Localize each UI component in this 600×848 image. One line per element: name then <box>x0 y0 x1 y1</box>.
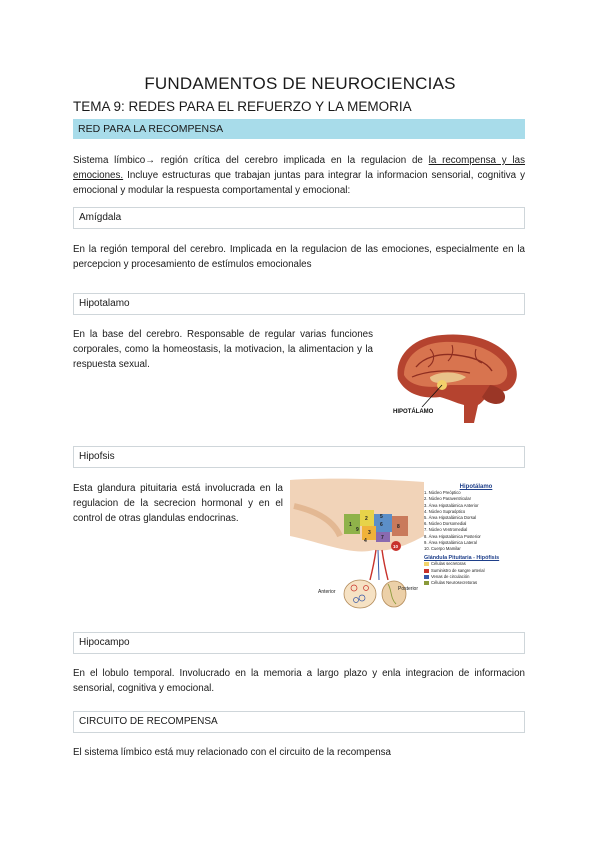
page-subtitle: TEMA 9: REDES PARA EL REFUERZO Y LA MEMORIA <box>73 99 412 114</box>
nucleus-item: 7. Núcleo Ventromedial <box>424 527 468 533</box>
nucleus-item: 3. Área Hipotalámica Anterior <box>424 502 479 508</box>
nucleus-item: 9. Área Hipotalámica Lateral <box>424 539 477 545</box>
hipocampo-paragraph: En el lobulo temporal. Involucrado en la memoria a largo plazo y enla integracion de informacion sensorial, cognitiva y emocional. <box>73 668 525 694</box>
region-number: 10 <box>393 544 399 549</box>
legend-title-hipotalamo: Hipotálamo <box>459 484 493 490</box>
region-number: 6 <box>380 522 383 528</box>
nucleus-item: 1. Núcleo Preóptico <box>424 490 461 496</box>
intro-highlight: la recompensa y las emociones. <box>73 155 526 181</box>
hipotalamo-paragraph: En la base del cerebro. Responsable de regular varias funciones corporales, como la homeostasis, la motivacion, la alimentacion y la respuesta sexual. <box>73 329 373 370</box>
region-number: 2 <box>365 516 368 522</box>
legend-label: Células secretoras <box>431 561 466 567</box>
legend-swatch <box>424 562 429 566</box>
label-posterior: Posterior <box>398 586 419 592</box>
heading-amigdala: Amígdala <box>73 207 525 229</box>
nucleus-item: 6. Núcleo Dorsomedial <box>424 521 467 527</box>
hipotalamo-figure-label: HIPOTÁLAMO <box>393 409 434 415</box>
page-title: FUNDAMENTOS DE NEUROCIENCIAS <box>144 74 456 93</box>
legend-swatch <box>424 581 429 585</box>
intro-text-end: Incluye estructuras que trabajan juntas para integrar la informacion sensorial, cognitiva y emocional y modular la respuesta comportamental y emocional: <box>73 170 525 196</box>
region-number: 4 <box>364 538 367 544</box>
region-number: 8 <box>397 524 400 530</box>
nucleus-item: 10. Cuerpo Mamilar <box>424 546 461 552</box>
nucleus-item: 5. Área Hipotalámica Dorsal <box>424 515 477 521</box>
legend-label: Venas de circulación <box>431 573 470 579</box>
circuito-paragraph: El sistema límbico está muy relacionado con el circuito de la recompensa <box>73 747 392 758</box>
nucleus-item: 8. Área Hipotalámica Posterior <box>424 533 481 539</box>
legend-item <box>424 580 528 586</box>
legend-label: Suministro de sangre arterial <box>431 567 485 573</box>
legend-title-pituitaria: Glándula Pituitaria - Hipófisis <box>424 555 500 562</box>
heading-circuito-recompensa: CIRCUITO DE RECOMPENSA <box>73 711 525 733</box>
region-number: 1 <box>349 522 352 528</box>
heading-hipotalamo: Hipotalamo <box>73 293 525 315</box>
region-number: 5 <box>380 514 383 520</box>
legend-swatch <box>424 575 429 579</box>
heading-hipocampo: Hipocampo <box>73 632 525 654</box>
label-anterior: Anterior <box>318 589 336 595</box>
region-number: 7 <box>381 535 384 541</box>
amigdala-paragraph: En la región temporal del cerebro. Implicada en la regulacion de las emociones, especialmente en la percepcion y procesamiento de estímulos emocionales <box>73 244 525 270</box>
intro-text-start: Sistema límbico→ región crítica del cerebro implicada en la regulacion de <box>73 155 429 166</box>
intro-paragraph <box>73 153 525 198</box>
region-number: 9 <box>356 527 359 533</box>
nucleus-item: 4. Núcleo Supraóptico <box>424 508 466 514</box>
legend-swatch <box>424 569 429 573</box>
legend-label: Células Neurosecretoras <box>431 580 478 586</box>
hipofisis-paragraph: Esta glandura pituitaria está involucrada en la regulacion de la secrecion hormonal y en el control de otras glandulas endocrinas. <box>73 483 283 524</box>
region-number: 3 <box>368 530 371 536</box>
heading-hipofisis: Hipofsis <box>73 446 525 468</box>
brain-hypothalamus-figure <box>390 327 525 427</box>
section-heading-reward-network: RED PARA LA RECOMPENSA <box>73 119 525 139</box>
nucleus-item: 2. Núcleo Paraventricular <box>424 496 472 502</box>
pituitary-legend <box>424 484 528 586</box>
